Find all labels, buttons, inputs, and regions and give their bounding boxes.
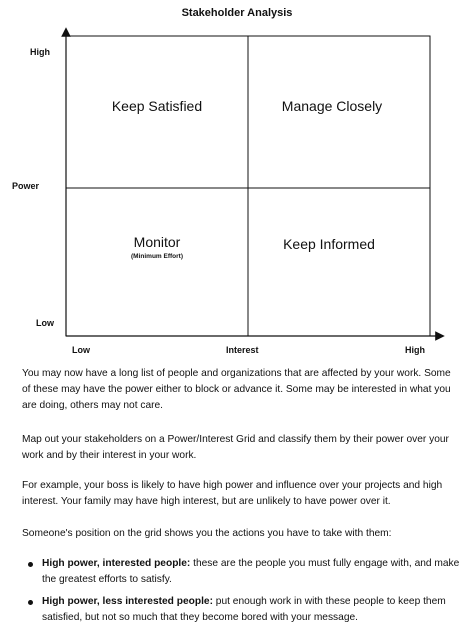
bullet-bold-label: High power, less interested people: — [42, 596, 213, 607]
quadrant-monitor: Monitor — [133, 234, 181, 250]
page-title: Stakeholder Analysis — [181, 7, 293, 19]
paragraph-position: Someone's position on the grid shows you the actions you have to take with them: — [22, 528, 392, 539]
bullet-bold-label: High power, interested people: — [42, 558, 191, 569]
x-axis-low-label: Low — [72, 345, 90, 355]
quadrant-keep-satisfied: Keep Satisfied — [111, 98, 203, 114]
quadrant-manage-closely: Manage Closely — [281, 98, 383, 114]
quadrant-keep-informed: Keep Informed — [283, 236, 375, 252]
y-axis-high-label: High — [30, 47, 50, 57]
list-item — [42, 556, 462, 588]
x-axis-label: Interest — [226, 345, 259, 355]
x-axis-high-label: High — [405, 345, 425, 355]
bullet-text: put enough work in with these people to keep them satisfied, but not so much that they become bored with your message. — [42, 596, 446, 623]
y-axis-low-label: Low — [36, 318, 54, 328]
action-list — [42, 556, 462, 632]
list-item — [42, 594, 462, 626]
y-axis-label: Power — [12, 181, 40, 191]
quadrant-monitor-subtitle: (Minimum Effort) — [131, 253, 183, 260]
bullet-text: these are the people you must fully engage with, and make the greatest efforts to satisfy. — [42, 558, 460, 585]
paragraph-example: For example, your boss is likely to have high power and influence over your projects and high interest. Your family may have high interest, but are unlikely to have power over it. — [22, 480, 443, 507]
paragraph-intro: You may now have a long list of people and organizations that are affected by your work. Some of these may have the power either to block or advance it. Some may be interested in what you are doing, others may not care. — [22, 368, 451, 411]
paragraph-map-out: Map out your stakeholders on a Power/Interest Grid and classify them by their power over your work and by their interest in your work. — [22, 434, 449, 461]
